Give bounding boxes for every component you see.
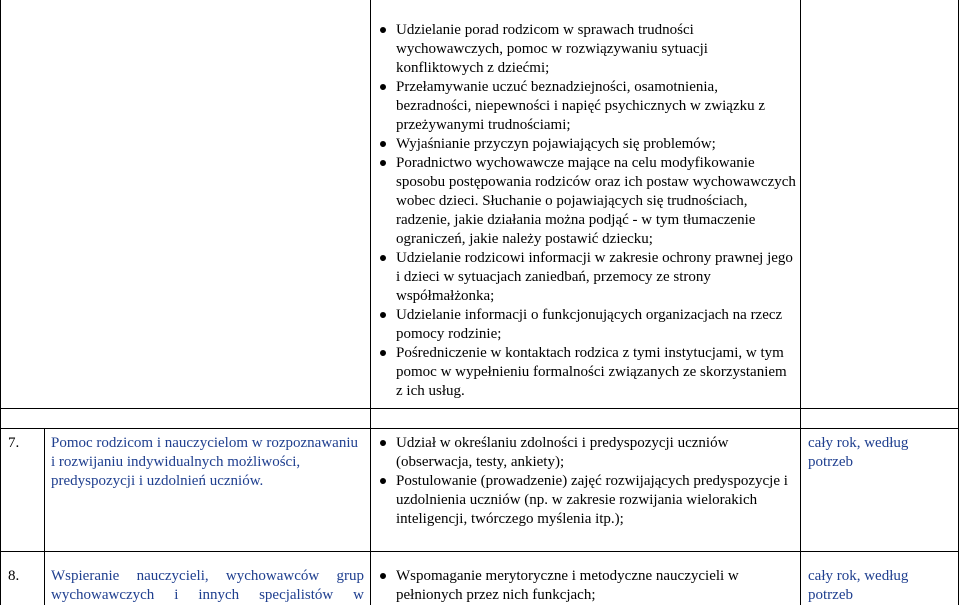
list-item: Pośredniczenie w kontaktach rodzica z tymi instytucjami, w tym pomoc w wypełnieniu formalności związanych ze skorzystaniem z ich usług. xyxy=(376,344,796,401)
list-item: Udzielanie informacji o funkcjonujących organizacjach na rzecz pomocy rodzinie; xyxy=(376,306,796,344)
list-item: Postulowanie (prowadzenie) zajęć rozwijających predyspozycje i uzdolnienia uczniów (np. w zakresie rozwijania wielorakich inteligencji, twórczego myślenia itp.); xyxy=(376,472,796,529)
row-8-number: 8. xyxy=(8,568,20,584)
row-7-activities-cell xyxy=(376,434,796,529)
list-item: Przełamywanie uczuć beznadziejności, osamotnienia, bezradności, niepewności i napięć psychicznych w związku z przeżywanymi trudnościami; xyxy=(376,78,796,135)
row-7-term: cały rok, według potrzeb xyxy=(808,435,909,470)
column-divider-3 xyxy=(800,0,801,605)
top-row-activities-cell xyxy=(376,21,796,401)
row-7-task: Pomoc rodzicom i nauczycielom w rozpoznawaniu i rozwijaniu indywidualnych możliwości, predyspozycji i uzdolnień uczniów. xyxy=(51,435,358,489)
list-item: Wspomaganie merytoryczne i metodyczne nauczycieli w pełnionych przez nich funkcjach; xyxy=(376,567,796,605)
row-divider-8-top xyxy=(0,551,959,552)
row-8-task-line-1: Wspieranie nauczycieli, wychowawców grup xyxy=(51,568,364,584)
list-item: Wyjaśnianie przyczyn pojawiających się problemów; xyxy=(376,135,796,154)
row-divider-top xyxy=(0,408,959,409)
list-item: Poradnictwo wychowawcze mające na celu modyfikowanie sposobu postępowania rodziców oraz ich postaw wychowawczych wobec dzieci. Słuchanie o pojawiających się trudnościach, radzenie, jakie działania można podjąć - w tym tłumaczenie ograniczeń, jakie należy postawić dziecku; xyxy=(376,154,796,249)
row-7-number: 7. xyxy=(8,435,20,451)
top-row-activity-list xyxy=(376,21,796,401)
row-8-activity-list xyxy=(376,567,796,605)
table-border-left xyxy=(0,0,1,605)
row-7-activity-list xyxy=(376,434,796,529)
row-8-activities-cell xyxy=(376,567,796,605)
column-divider-2 xyxy=(370,0,371,605)
column-divider-1 xyxy=(44,428,45,605)
row-divider-7-top xyxy=(0,428,959,429)
row-8-term: cały rok, według potrzeb xyxy=(808,568,909,603)
table-border-right xyxy=(958,0,959,605)
list-item: Udział w określaniu zdolności i predyspozycji uczniów (obserwacja, testy, ankiety); xyxy=(376,434,796,472)
list-item: Udzielanie rodzicowi informacji w zakresie ochrony prawnej jego i dzieci w sytuacjach zaniedbań, przemocy ze strony współmałżonka; xyxy=(376,249,796,306)
list-item: Udzielanie porad rodzicom w sprawach trudności wychowawczych, pomoc w rozwiązywaniu sytuacji konfliktowych z dziećmi; xyxy=(376,21,796,78)
row-8-task-line-2: wychowawczych i innych specjalistów w xyxy=(51,587,364,603)
